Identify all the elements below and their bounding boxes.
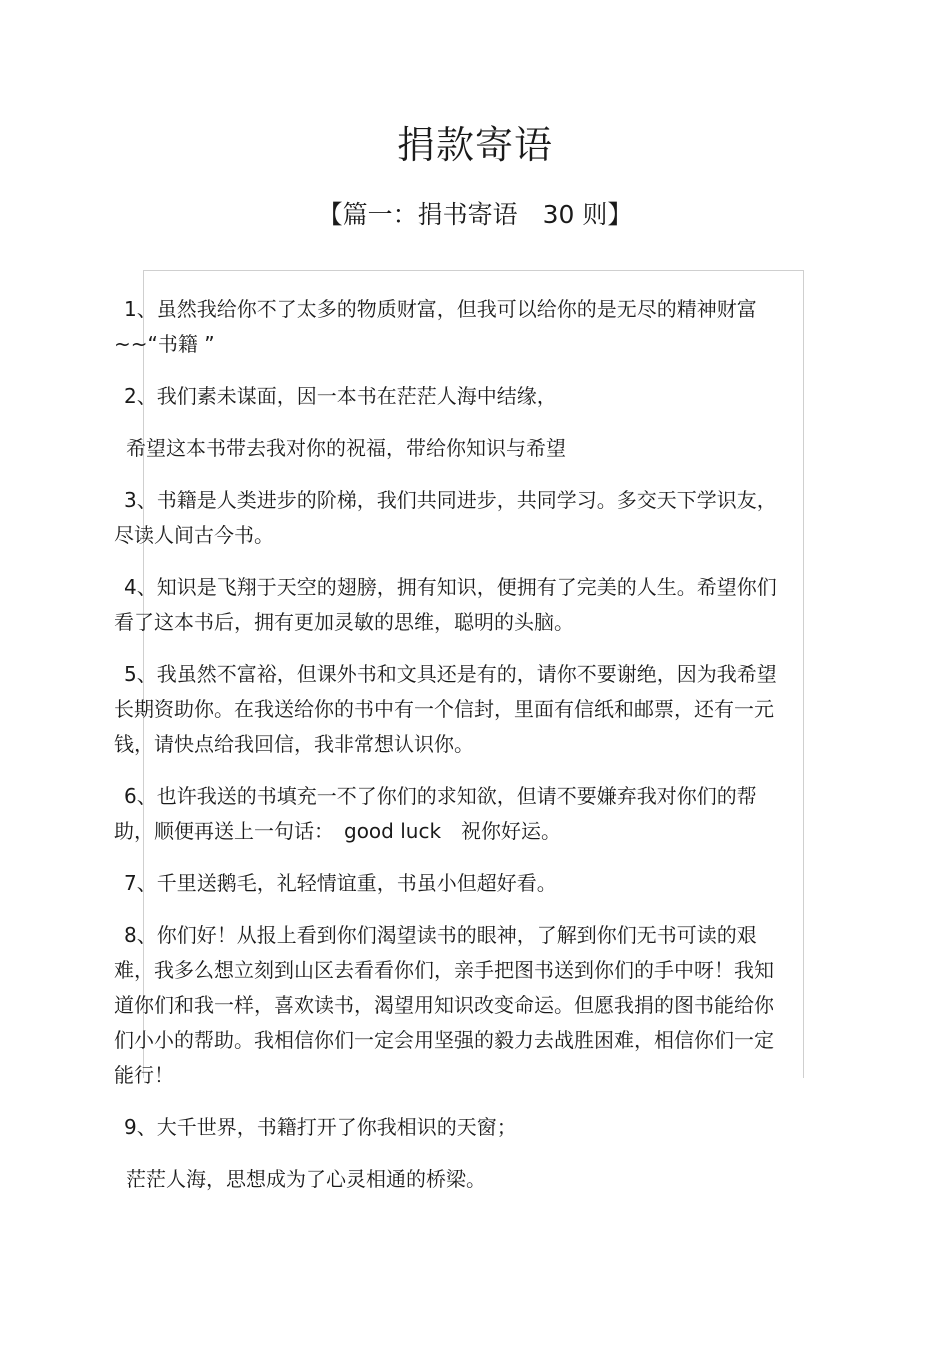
message-6: 6、也许我送的书填充一不了你们的求知欲，但请不要嫌弃我对你们的帮助，顺便再送上一句话： good luck 祝你好运。 [114, 784, 757, 843]
message-5: 5、我虽然不富裕，但课外书和文具还是有的，请你不要谢绝，因为我希望长期资助你。在我送给你的书中有一个信封，里面有信纸和邮票，还有一元钱，请快点给我回信，我非常想认识你。 [114, 662, 777, 756]
message-2: 2、我们素未谋面，因一本书在茫茫人海中结缘， [124, 384, 557, 408]
message-9: 9、大千世界，书籍打开了你我相识的天窗； [124, 1115, 517, 1139]
frame-top-border [143, 270, 804, 271]
message-3: 3、书籍是人类进步的阶梯，我们共同进步，共同学习。多交天下学识友，尽读人间古今书。 [114, 488, 777, 547]
message-7: 7、千里送鹅毛，礼轻情谊重，书虽小但超好看。 [124, 871, 557, 895]
message-list [114, 292, 778, 1214]
frame-right-border [803, 270, 804, 1078]
message-2-continued: 希望这本书带去我对你的祝福，带给你知识与希望 [126, 436, 566, 460]
section-heading: 【篇一：捐书寄语 30 则】 [317, 200, 633, 229]
message-4: 4、知识是飞翔于天空的翅膀，拥有知识，便拥有了完美的人生。希望你们看了这本书后，拥有更加灵敏的思维，聪明的头脑。 [114, 575, 777, 634]
message-9-continued: 茫茫人海，思想成为了心灵相通的桥梁。 [126, 1167, 486, 1191]
message-8: 8、你们好！从报上看到你们渴望读书的眼神，了解到你们无书可读的艰难，我多么想立刻到山区去看看你们，亲手把图书送到你们的手中呀！我知道你们和我一样，喜欢读书，渴望用知识改变命运。但愿我捐的图书能给你们小小的帮助。我相信你们一定会用坚强的毅力去战胜困难，相信你们一定能行！ [114, 923, 774, 1087]
message-1: 1、虽然我给你不了太多的物质财富，但我可以给你的是无尽的精神财富 ~~“书籍 ” [114, 297, 757, 356]
page-title: 捐款寄语 [396, 123, 553, 167]
